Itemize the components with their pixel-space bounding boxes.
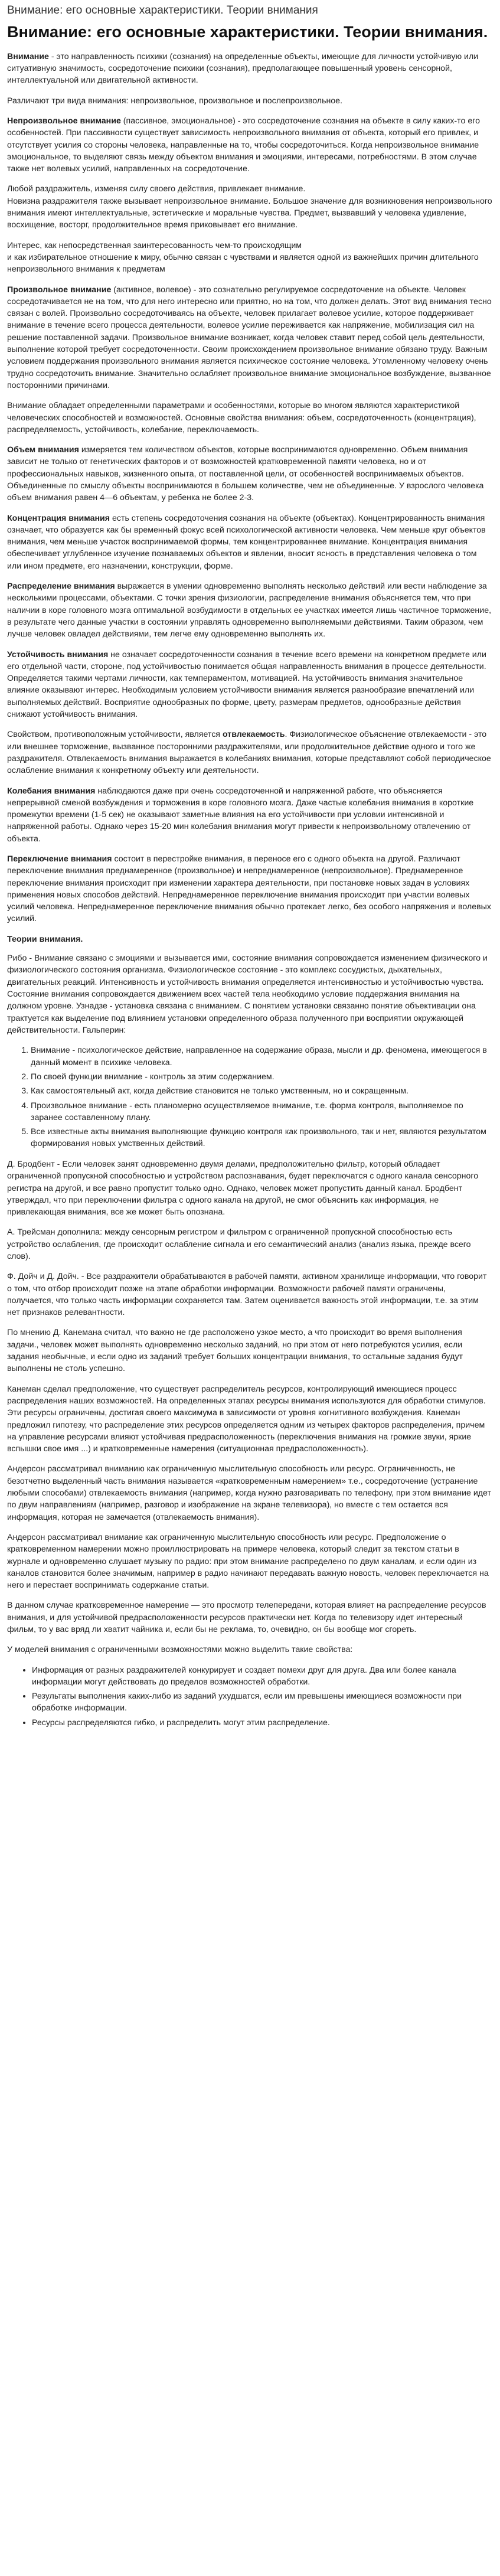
paragraph: Д. Бродбент - Если человек занят одновременно двумя делами, предположительно фильтр, который обладает ограниченной пропускной способностью и устройством распознавания, будет переключатся с одного канала сенсорного регистра на другой, и все равно пропустит только одно. Однако, человек может пропустить данный канал. Бродбент утверждал, что при переключении фильтра с одного канала на другой, не смог объяснить как информация, не привлекающая внимания, все же может быть опознана.: [7, 1159, 479, 1217]
paragraph: Ф. Дойч и Д. Дойч. - Все раздражители обрабатываются в рабочей памяти, активном хранилище информации, что говорит о том, что отбор происходит позже на этапе обработки информации. Возможности рабочей памяти ограничены, получается, что только часть информации сохраняется там. Затем оценивается важность этой информации, т.е. за этим нет признаков релевантности.: [7, 1272, 487, 1318]
bullet-list: [7, 1664, 493, 1729]
paragraph: Интерес, как непосредственная заинтересованность чем-то происходящим и как избирательное отношение к миру, обычно связан с чувствами и является одной из важнейших причин длительного непроизвольного внимания к предметам: [7, 240, 479, 275]
list-item: • Информация от разных раздражителей конкурирует и создает помехи друг для друга. Два или более канала информации могут действовать до пределов возможностей обработки.: [32, 1664, 493, 1689]
list-item: 1. Внимание - психологическое действие, направленное на содержание образа, мысли и др. феномена, имеющегося в данный момент в психике человека.: [31, 1044, 493, 1069]
paragraph: А. Трейсман дополнила: между сенсорным регистром и фильтром с ограниченной пропускной способностью есть устройство ослабления, где происходит ослабление сигнала и его семантический анализ (анализ языка, прежде всего слов).: [7, 1227, 471, 1261]
list-item: 3. Как самостоятельный акт, когда действие становится не только умственным, но и сокращенным.: [31, 1085, 493, 1097]
paragraph: Андерсон рассматривал вниманию как ограниченную мыслительную способность или ресурс. Ограниченность, не безотчетно выделенный часть внимания называется «кратковременным намерением» т.е., сосредоточение (устранение любыми способами) отвлекаемость внимания (например, когда нужно разговаривать по телефону, при этом внимание идет по двум направлениям (например, разговор и изображение на экране телевизора), но вместе с тем остается вся информация, которая не замечается (отвлекаемость внимания).: [7, 1464, 491, 1522]
list-item: • Результаты выполнения каких-либо из заданий ухудшатся, если им превышены имеющиеся возможности при обработке информации.: [32, 1690, 493, 1715]
paragraph: Распределение внимания выражается в умении одновременно выполнять несколько действий или вести наблюдение за несколькими процессами, объектами. С точки зрения физиологии, распределение внимания объясняется тем, что при наличии в коре головного мозга оптимальной возбудимости в отдельных ее участках имеется лишь частичное торможение, в результате чего данные участки в состоянии управлять одновременно выполняемыми действиями. Таким образом, чем лучше человек овладел действиями, тем легче ему одновременно выполнять их.: [7, 582, 492, 639]
paragraph-lead-term: Непроизвольное внимание: [7, 116, 121, 126]
paragraph-lead-term: Колебания внимания: [7, 786, 96, 796]
paragraph: Произвольное внимание (активное, волевое) - это сознательно регулируемое сосредоточение на объекте. Человек сосредотачивается не на том, что для него интересно или приятно, но на том, что должен делать. Этот вид внимания тесно связан с волей. Произвольно сосредоточиваясь на объекте, человек прилагает волевое усилие, которое поддерживает внимание в течение всего процесса деятельности, волевое усилие переживается как напряжение, мобилизация сил на решение поставленной задачи. Произвольное внимание возникает, когда человек ставит перед собой цель деятельности, выполнение которой требует сосредоточенности. Своим происхождением произвольное внимание обязано труду. Важным условием поддержания произвольного внимания является психическое состояние человека. Утомленному человеку очень трудно сосредоточить внимание. Значительно ослабляет произвольное внимание эмоциональное возбуждение, вызванное посторонними причинами.: [7, 285, 492, 390]
paragraph: Колебания внимания наблюдаются даже при очень сосредоточенной и напряженной работе, что объясняется непрерывной сменой возбуждения и торможения в коре головного мозга. Даже частые колебания внимания в короткие промежутки времени (1-5 сек) не оказывают заметные влияния на его устойчивости при условии интенсивной и напряженной работы. Однако через 15-20 мин колебания внимания могут привести к непроизвольному отвлечению от объекта.: [7, 786, 474, 844]
paragraph: Различают три вида внимания: непроизвольное, произвольное и послепроизвольное.: [7, 96, 343, 106]
article-body: [7, 51, 493, 1729]
paragraph: Внимание - это направленность психики (сознания) на определенные объекты, имеющие для личности устойчивую или ситуативную значимость, сосредоточение психики (сознания), предполагающее повышенный уровень сенсорной, интеллектуальной или двигательной активности.: [7, 51, 479, 86]
paragraph: Устойчивость внимания не означает сосредоточенности сознания в течение всего времени на конкретном предмете или его отдельной части, стороне, под устойчивостью понимается общая направленность внимания в процессе деятельности. Определяется такими чертами личности, как темпераментом, мотивацией. На устойчивость внимания значительное влияние оказывают интерес. Необходимым условием устойчивости внимания является разнообразие впечатлений или выполняемых действий. Восприятие однообразных по форме, цвету, размерам предметов, однообразные действия снижают устойчивость внимания.: [7, 649, 486, 720]
paragraph: Концентрация внимания есть степень сосредоточения сознания на объекте (объектах). Концентрированность внимания означает, что образуется как бы временный фокус всей психологической активности человека. Чем меньше круг объектов внимания, чем меньше участок воспринимаемой формы, тем концентрированнее внимание. Концентрация внимания обеспечивает углубленное изучение познаваемых объектов и явлении, вносит ясность в представления человека о том или ином предмете, его назначении, конструкции, форме.: [7, 513, 486, 571]
browser-title: Внимание: его основные характеристики. Теории внимания: [7, 4, 318, 17]
paragraph: Рибо - Внимание связано с эмоциями и вызывается ими, состояние внимания сопровождается изменением физического и физиологического состояния организма. Физиологическое состояние - это комплекс сосудистых, дыхательных, двигательных реакций. Интенсивность и устойчивость внимания определяется интенсивностью и устойчивостью чувства. Состояние внимания сопровождается движением всех частей тела необходимо условие поддержания внимания на должном уровне. Узнадзе - установка связана с вниманием. С понятием установки связанно понятие объективации она трактуется как выделение под влиянием установки определенного образа полученного при восприятии окружающей действительности. Гальперин:: [7, 954, 488, 1035]
paragraph: Внимание обладает определенными параметрами и особенностями, которые во многом являются характеристикой человеческих способностей и возможностей. Основные свойства внимания: объем, сосредоточенность (концентрация), распределяемость, устойчивость, колебание, переключаемость.: [7, 401, 476, 435]
list-item: 5. Все известные акты внимания выполняющие функцию контроля как произвольного, так и нет, являются результатом формирования новых умственных действий.: [31, 1126, 493, 1150]
bold-term: отвлекаемость: [222, 730, 285, 740]
page-title: Внимание: его основные характеристики. Теории внимания.: [7, 22, 488, 41]
paragraph: Любой раздражитель, изменяя силу своего действия, привлекает внимание. Новизна раздражителя также вызывает непроизвольное внимание. Большое значение для возникновения непроизвольного внимания имеют интеллектуальные, эстетические и моральные чувства. Предмет, вызвавший у человека удивление, восхищение, восторг, продолжительное время приковывает его внимание.: [7, 184, 492, 230]
paragraph: Объем внимания измеряется тем количеством объектов, которые воспринимаются одновременно. Объем внимания зависит не только от генетических факторов и от возможностей кратковременной памяти человека, но и от профессиональных навыков, жизненного опыта, от поставленной цели, от особенностей воспринимаемых объектов. Объединенные по смыслу объекты воспринимаются в большем количестве, чем не объединенные. У взрослого человека объем внимания равен 4—6 объектам, у ребенка не более 2-3.: [7, 445, 484, 503]
paragraph: Непроизвольное внимание (пассивное, эмоциональное) - это сосредоточение сознания на объекте в силу каких-то его особенностей. При пассивности существует зависимость непроизвольного внимания от объекта, который его привлек, и отсутствует усилия со стороны человека, направленные на то, чтобы сосредоточиться. Когда непроизвольное внимание эмоциональное, то выделяют связь между объектом внимания и эмоциями, интересами, потребностями. В этом случае также нет волевых усилий, направленных на сосредоточение.: [7, 116, 480, 174]
section-heading: Теории внимания.: [7, 934, 83, 944]
paragraph-lead-term: Концентрация внимания: [7, 513, 110, 523]
numbered-list: [7, 1044, 493, 1150]
list-item: 4. Произвольное внимание - есть планомерно осуществляемое внимание, т.е. форма контроля, выполняемое по заранее составленному плану.: [31, 1100, 493, 1124]
paragraph: По мнению Д. Канемана считал, что важно не где расположено узкое место, а что происходит во время выполнения задачи., человек может выполнять одновременно несколько заданий, но при этом от него потребуются усилия, если задания необычные, и если одно из заданий требует больших концентрации внимания, то остальные задания будут выполнены не столь успешно.: [7, 1328, 463, 1374]
paragraph-lead-term: Устойчивость внимания: [7, 649, 109, 659]
paragraph: Свойством, противоположным устойчивости, является отвлекаемость. Физиологическое объяснение отвлекаемости - это или внешнее торможение, вызванное посторонними раздражителями, или продолжительное действие одного и того же раздражителя. Отвлекаемость внимания выражается в колебаниях внимания, которые представляют собой периодическое ослабление внимания к конкретному объекту или деятельности.: [7, 730, 491, 776]
paragraph-lead-term: Внимание: [7, 51, 49, 61]
paragraph-lead-term: Переключение внимания: [7, 854, 112, 864]
paragraph-lead-term: Произвольное внимание: [7, 285, 112, 295]
paragraph: Переключение внимания состоит в перестройке внимания, в переносе его с одного объекта на другой. Различают переключение внимания преднамеренное (произвольное) и непреднамеренное (непроизвольное). Преднамеренное переключение внимания происходит при изменении характера деятельности, при постановке новых задач в условиях применения новых способов действий. Непреднамеренное переключение внимания происходит при участии волевых усилий человека. Непреднамеренное переключение внимания обычно протекает легко, без особого напряжения и волевых усилий.: [7, 854, 491, 924]
paragraph: Канеман сделал предположение, что существует распределитель ресурсов, контролирующий имеющиеся процесс распределения наших возможностей. На определенных этапах ресурсы внимания используются для обработки стимулов. Эти ресурсы ограничены, достигая своего максимума в зависимости от уровня когнитивного возбуждения. Канеман предложил гипотезу, что распределение этих ресурсов определяется одним из четырех факторов распределения, причем на управление ресурсами влияют устойчивая предрасположенность (переключения внимания на громкие звуки, яркие вспышки свое имя ...) и кратковременные намерения (ситуационная предрасположенность).: [7, 1384, 486, 1454]
paragraph-lead-term: Объем внимания: [7, 445, 79, 455]
paragraph: У моделей внимания с ограниченными возможностями можно выделить такие свойства:: [7, 1645, 353, 1655]
paragraph: В данном случае кратковременное намерение — это просмотр телепередачи, которая влияет на распределение ресурсов внимания, и для устойчивой предрасположенности ресурсов практически нет. Когда по телевизору идет интересный фильм, то у вас вряд ли хватит чайника и, если бы не реклама, то, очевидно, он бы вообще мог сгореть.: [7, 1601, 486, 1634]
paragraph-lead-term: Распределение внимания: [7, 582, 115, 592]
list-item: 2. По своей функции внимание - контроль за этим содержанием.: [31, 1071, 493, 1083]
list-item: • Ресурсы распределяются гибко, и распределить могут этим распределение.: [32, 1717, 493, 1729]
paragraph: Андерсон рассматривал внимание как ограниченную мыслительную способность или ресурс. Предположение о кратковременном намерении можно проиллюстрировать на примере человека, который следит за текстом статьи в журнале и одновременно слушает музыку по радио: при этом внимание распределено по двум каналам, и если один из каналов становится более значимым, например в радио начинают передавать важную новость, человек переключается на него и перестает воспринимать содержание статьи.: [7, 1532, 489, 1591]
